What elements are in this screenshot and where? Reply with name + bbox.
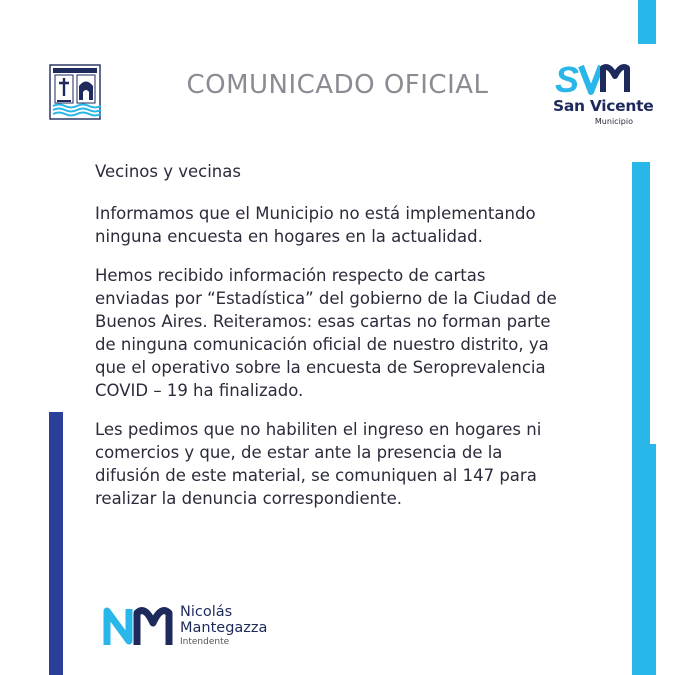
paragraph-3: Les pedimos que no habiliten el ingreso en hogares ni comercios y que, de estar ante la presencia de la difusión de este material, se comuniquen al 147 para realizar la denuncia correspondiente.	[95, 420, 542, 508]
signature-first-name: Nicolás	[180, 604, 233, 620]
svg-text:S: S	[555, 59, 580, 98]
page-title: COMUNICADO OFICIAL	[186, 70, 489, 100]
statement-body	[95, 160, 575, 526]
paragraph-2: Hemos recibido información respecto de cartas enviadas por “Estadística” del gobierno de la Ciudad de Buenos Aires. Reiteramos: esas cartas no forman parte de ninguna comunicación oficial de nuestro distrito, ya que el operativo sobre la encuesta de Seroprevalencia COVID – 19 ha finalizado.	[95, 266, 557, 400]
brand-name: San Vicente	[553, 97, 654, 115]
brand-subtitle: Municipio	[594, 117, 633, 126]
top-right-accent-stripe	[638, 0, 656, 44]
signature-nm-logo	[103, 601, 175, 651]
paragraph-1: Informamos que el Municipio no está implementando ninguna encuesta en hogares en la actualidad.	[95, 204, 536, 246]
greeting: Vecinos y vecinas	[95, 162, 241, 181]
left-accent-stripe	[49, 412, 63, 675]
signature-last-name: Mantegazza	[180, 620, 268, 636]
right-lower-accent-stripe	[638, 444, 656, 675]
signature-role: Intendente	[180, 637, 230, 647]
